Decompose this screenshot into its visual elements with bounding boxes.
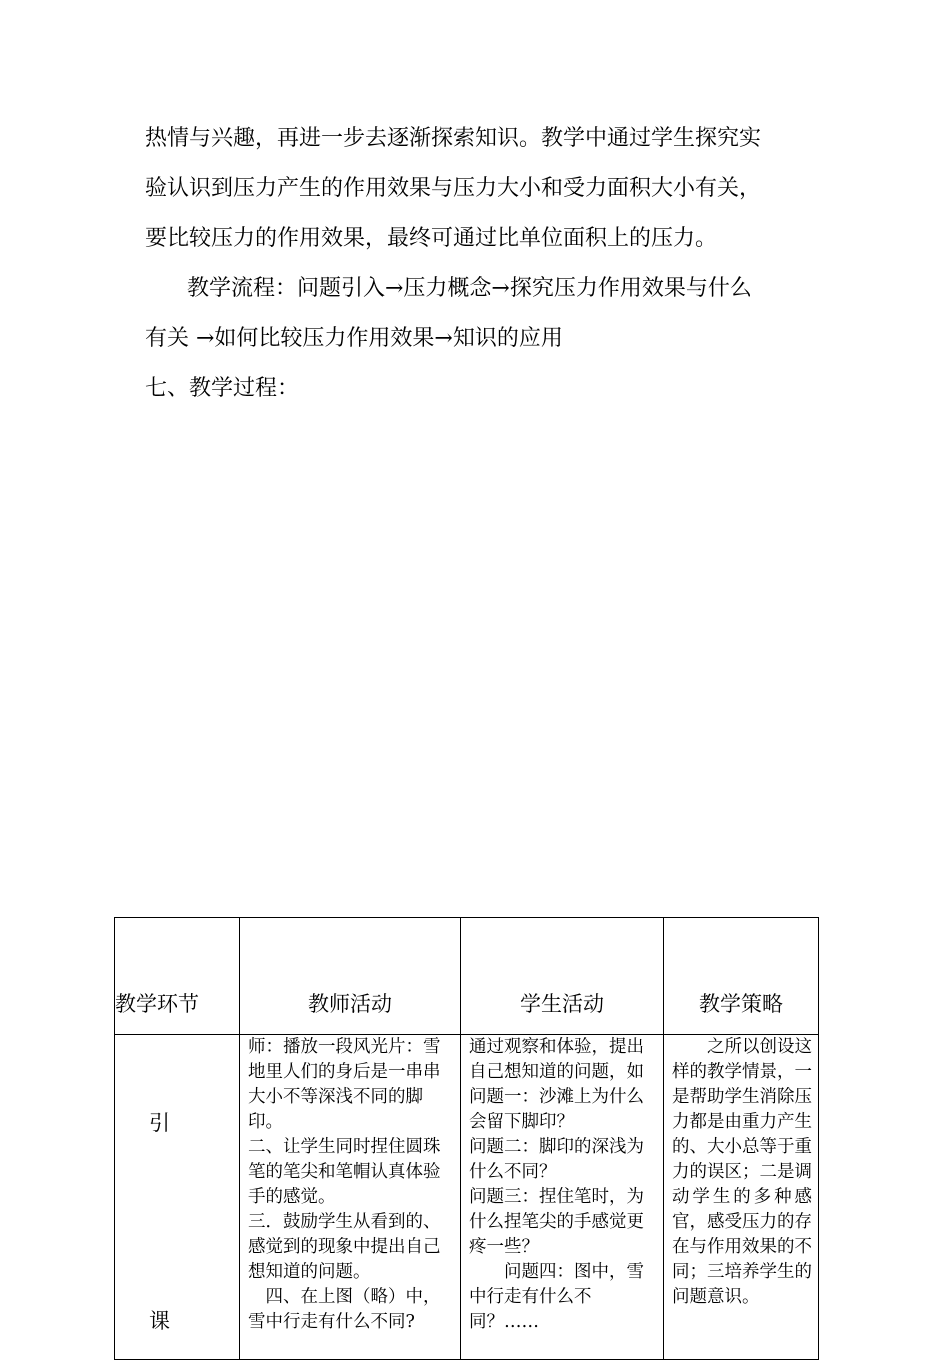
section-heading: 七、教学过程： — [145, 376, 300, 401]
teacher-item-2: 二、让学生同时捏住圆珠笔的笔尖和笔帽认真体验手的感觉。 — [248, 1137, 441, 1207]
stage-char-1: 引 — [149, 1111, 170, 1135]
student-activity-cell — [461, 1035, 664, 1360]
lesson-table — [114, 917, 819, 1360]
student-item-2: 问题二：脚印的深浅为什么不同？ — [469, 1137, 644, 1182]
header-strategy: 教学策略 — [664, 918, 819, 1035]
header-teacher: 教师活动 — [240, 918, 461, 1035]
intro-line-1: 热情与兴趣，再进一步去逐渐探索知识。教学中通过学生探究实 — [145, 126, 762, 151]
teacher-item-3: 三．鼓励学生从看到的、感觉到的现象中提出自己想知道的问题。 — [248, 1212, 441, 1282]
header-stage: 教学环节 — [115, 918, 240, 1035]
student-item-1: 通过观察和体验，提出自己想知道的问题，如问题一：沙滩上为什么会留下脚印？ — [469, 1037, 644, 1132]
table-header-row — [115, 918, 819, 1035]
teacher-item-4: 四、在上图（略）中，雪中行走有什么不同? — [248, 1287, 441, 1332]
strategy-text: 之所以创设这样的教学情景，一是帮助学生消除压力都是由重力产生的、大小总等于重力的误区；二是调动学生的多种感官，感受压力的存在与作用效果的不同；三培养学生的问题意识。 — [672, 1037, 812, 1307]
teacher-item-1: 师：播放一段风光片：雪地里人们的身后是一串串大小不等深浅不同的脚印。 — [248, 1037, 441, 1132]
table-row — [115, 1035, 819, 1360]
student-item-4: 问题四：图中，雪中行走有什么不同？…… — [469, 1262, 644, 1332]
intro-line-2: 验认识到压力产生的作用效果与压力大小和受力面积大小有关， — [145, 176, 762, 201]
intro-line-3: 要比较压力的作用效果，最终可通过比单位面积上的压力。 — [145, 226, 718, 251]
flow-line-1: 教学流程：问题引入→压力概念→探究压力作用效果与什么 — [187, 276, 752, 301]
teacher-activity-cell — [240, 1035, 461, 1360]
strategy-cell — [664, 1035, 819, 1360]
student-item-3: 问题三：捏住笔时，为什么捏笔尖的手感觉更疼一些？ — [469, 1187, 644, 1257]
flow-line-2: 有关 →如何比较压力作用效果→知识的应用 — [145, 326, 563, 351]
stage-char-2: 课 — [149, 1309, 170, 1333]
stage-cell — [115, 1035, 240, 1360]
header-student: 学生活动 — [461, 918, 664, 1035]
